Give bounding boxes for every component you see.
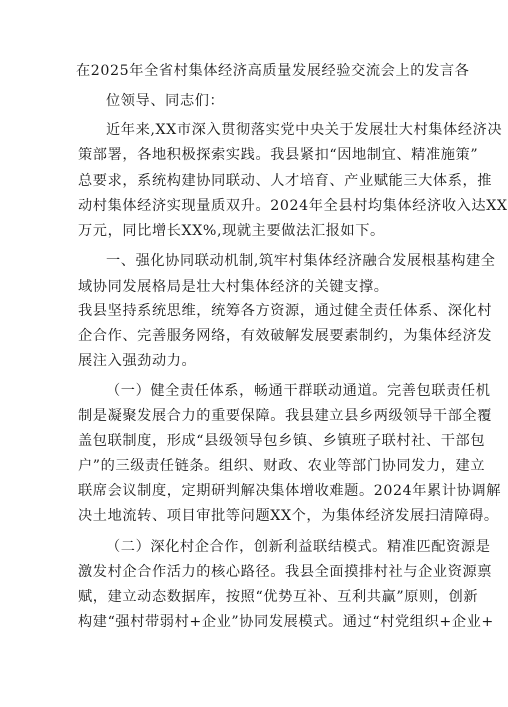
paragraph-line: 近年来,XX市深入贯彻落实党中央关于发展壮大村集体经济决: [106, 122, 503, 138]
paragraph-line: 企合作、完善服务网络，有效破解发展要素制约，为集体经济发: [78, 328, 493, 344]
subsection-line: （一）健全责任体系，畅通干群联动通道。完善包联责任机: [106, 383, 491, 399]
subsection-line: （二）深化村企合作，创新利益联结模式。精准匹配资源是: [106, 539, 491, 555]
subsection-line: 制是凝聚发展合力的重要保障。我县建立县乡两级领导干部全覆: [78, 408, 493, 424]
section-heading-line: 域协同发展格局是壮大村集体经济的关键支撑。: [78, 279, 389, 295]
paragraph-line: 策部署，各地积极探索实践。我县紧扣“因地制宜、精准施策”: [78, 147, 479, 163]
subsection-line: 构建“强村带弱村+企业”协同发展模式。通过“村党组织+企业+: [78, 614, 494, 630]
document-title: 在2025年全省村集体经济高质量发展经验交流会上的发言各: [76, 63, 470, 79]
paragraph-line: 万元，同比增长XX%,现就主要做法汇报如下。: [78, 223, 385, 239]
paragraph-line: 展注入强劲动力。: [78, 353, 197, 369]
subsection-line: 激发村企合作活力的核心路径。我县全面摸排村社与企业资源禀: [78, 564, 493, 580]
subsection-line: 决土地流转、项目审批等问题XX个，为集体经济发展扫清障碍。: [78, 508, 499, 524]
subsection-line: 联席会议制度，定期研判解决集体增收难题。2024年累计协调解: [78, 483, 501, 499]
paragraph-line: 动村集体经济实现量质双升。2024年全县村均集体经济收入达XX: [78, 198, 508, 214]
greeting: 位领导、同志们：: [106, 93, 225, 109]
subsection-line: 盖包联制度，形成“县级领导包乡镇、乡镇班子联村社、干部包: [78, 433, 486, 449]
subsection-line: 赋，建立动态数据库，按照“优势互补、互利共赢”原则，创新: [78, 589, 479, 605]
paragraph-line: 我县坚持系统思维，统筹各方资源，通过健全责任体系、深化村: [78, 303, 493, 319]
section-heading-line: 一、强化协同联动机制,筑牢村集体经济融合发展根基构建全: [106, 253, 496, 269]
subsection-line: 户”的三级责任链条。组织、财政、农业等部门协同发力，建立: [78, 458, 486, 474]
paragraph-line: 总要求，系统构建协同联动、人才培育、产业赋能三大体系，推: [78, 173, 493, 189]
